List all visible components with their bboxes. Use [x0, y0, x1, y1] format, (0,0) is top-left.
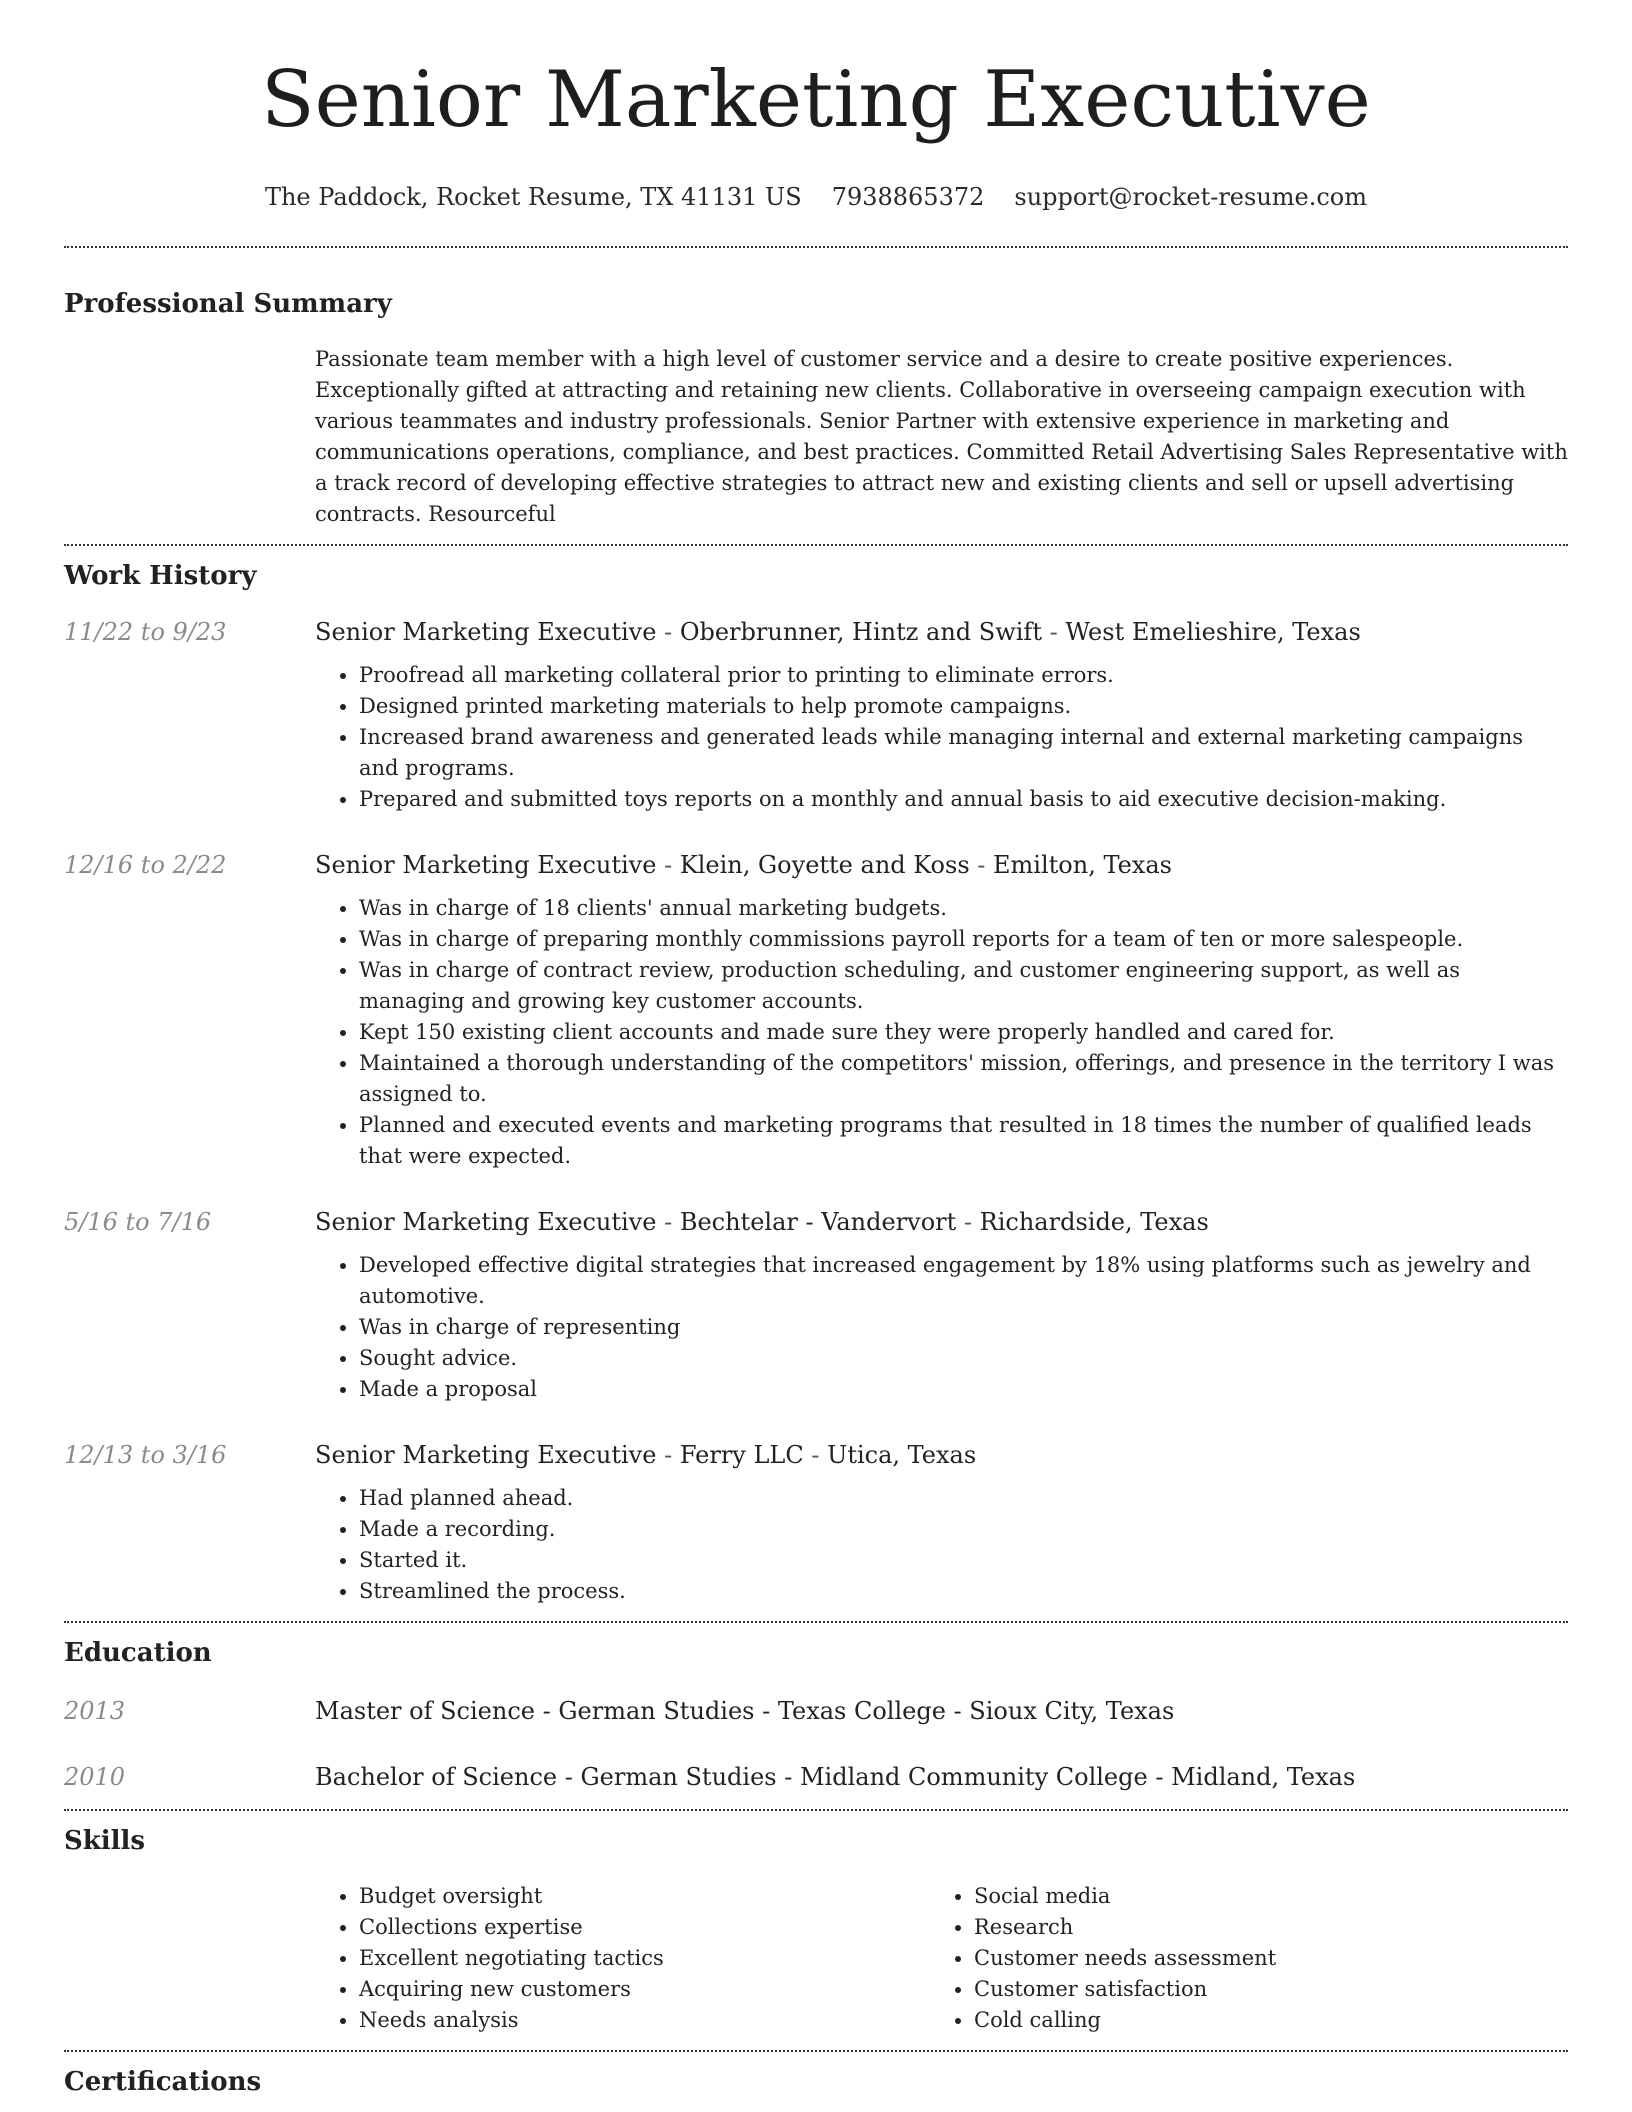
job-list [64, 616, 1568, 1607]
job-body [315, 849, 1568, 1172]
job-bullet: • Was in charge of contract review, production scheduling, and customer engineering support, as well as managing and growing key customer accounts. [359, 955, 1568, 1017]
education-heading [315, 1695, 1568, 1727]
job-bullets [315, 1483, 1568, 1607]
job-heading [315, 616, 1568, 648]
job-bullet: • Kept 150 existing client accounts and made sure they were properly handled and cared for. [359, 1017, 1568, 1048]
separator: - [956, 1208, 980, 1236]
skill-item: • Collections expertise [359, 1912, 930, 1943]
resume-name: Senior Marketing Executive [261, 55, 1371, 145]
job-heading [315, 849, 1568, 881]
job-title: Senior Marketing Executive [315, 618, 657, 646]
separator: - [656, 1208, 680, 1236]
summary-section [64, 248, 1568, 544]
job-location: Emilton, Texas [993, 851, 1172, 879]
skills-columns [315, 1881, 1568, 2050]
education-school: Texas College [777, 1697, 946, 1725]
job-bullet: • Made a proposal [359, 1374, 1568, 1405]
job-bullets [315, 660, 1568, 815]
education-school: Midland Community College [799, 1763, 1148, 1791]
separator: - [1147, 1763, 1172, 1791]
skill-item: • Acquiring new customers [359, 1974, 930, 2005]
separator: - [969, 851, 994, 879]
job-bullet: • Had planned ahead. [359, 1483, 1568, 1514]
separator: - [945, 1697, 970, 1725]
job-location: Utica, Texas [827, 1441, 977, 1469]
separator: - [754, 1697, 778, 1725]
separator: - [1041, 618, 1066, 646]
skill-item: • Excellent negotiating tactics [359, 1943, 930, 1974]
summary-text: Passionate team member with a high level of customer service and a desire to create positive experiences. Exceptionally gifted at attracting and retaining new clients. Collaborative in overseeing campaign execution with various teammates and industry professionals. Senior Partner with extensive experience in marketing and communications operations, compliance, and best practices. Committed Retail Advertising Sales Representative with a track record of developing effective strategies to attract new and existing clients and sell or upsell advertising contracts. Resourceful [315, 347, 1568, 526]
education-heading: Education [64, 1638, 212, 1668]
contact-address: The Paddock, Rocket Resume, TX 41131 US [264, 183, 802, 211]
job-bullet: • Was in charge of representing [359, 1312, 1568, 1343]
separator: - [656, 851, 680, 879]
job-body [315, 616, 1568, 815]
job-body [315, 1439, 1568, 1607]
job-heading [315, 1206, 1568, 1238]
contact-phone: 7938865372 [831, 183, 985, 211]
education-heading [315, 1761, 1568, 1793]
job-dates: 12/13 to 3/16 [64, 1441, 227, 1469]
job-bullet: • Was in charge of preparing monthly commissions payroll reports for a team of ten or more salespeople. [359, 924, 1568, 955]
education-location: Sioux City, Texas [969, 1697, 1175, 1725]
skill-item: • Needs analysis [359, 2005, 930, 2036]
job-heading [315, 1439, 1568, 1471]
job-entry [64, 1439, 1568, 1607]
job-entry [64, 1206, 1568, 1405]
job-bullet: • Maintained a thorough understanding of the competitors' mission, offerings, and presence in the territory I was assigned to. [359, 1048, 1568, 1110]
job-bullet: • Was in charge of 18 clients' annual marketing budgets. [359, 893, 1568, 924]
skills-heading: Skills [64, 1826, 146, 1856]
summary-heading: Professional Summary [64, 289, 392, 319]
job-company: Oberbrunner, Hintz and Swift [679, 618, 1042, 646]
separator: - [776, 1763, 800, 1791]
job-entry [64, 849, 1568, 1172]
job-bullet: • Made a recording. [359, 1514, 1568, 1545]
job-location: Richardside, Texas [979, 1208, 1209, 1236]
skills-list-left [315, 1881, 930, 2036]
job-bullet: • Sought advice. [359, 1343, 1568, 1374]
skill-item: • Customer needs assessment [974, 1943, 1545, 1974]
job-bullet: • Started it. [359, 1545, 1568, 1576]
job-bullets [315, 1250, 1568, 1405]
education-entry [64, 1695, 1568, 1727]
certifications-heading: Certifications [64, 2067, 262, 2097]
education-degree: Master of Science [315, 1697, 535, 1725]
skills-section [64, 1811, 1568, 2050]
job-title: Senior Marketing Executive [315, 1208, 657, 1236]
job-company: Ferry LLC [679, 1441, 804, 1469]
job-company: Klein, Goyette and Koss [679, 851, 970, 879]
skill-item: • Research [974, 1912, 1545, 1943]
education-section [64, 1623, 1568, 1793]
education-year: 2010 [64, 1763, 126, 1791]
education-year: 2013 [64, 1697, 126, 1725]
education-location: Midland, Texas [1171, 1763, 1356, 1791]
job-dates: 5/16 to 7/16 [64, 1208, 212, 1236]
education-field: German Studies [558, 1697, 755, 1725]
job-company: Bechtelar - Vandervort [679, 1208, 957, 1236]
separator: - [803, 1441, 828, 1469]
contact-line [64, 182, 1568, 212]
job-bullet: • Designed printed marketing materials to help promote campaigns. [359, 691, 1568, 722]
education-entry [64, 1761, 1568, 1793]
job-title: Senior Marketing Executive [315, 1441, 657, 1469]
certifications-section [64, 2052, 1568, 2098]
skills-list-right [930, 1881, 1545, 2036]
job-dates: 11/22 to 9/23 [64, 618, 227, 646]
skill-item: • Budget oversight [359, 1881, 930, 1912]
work-history-section [64, 546, 1568, 1607]
separator: - [656, 618, 680, 646]
separator: - [534, 1697, 559, 1725]
job-location: West Emelieshire, Texas [1065, 618, 1361, 646]
job-entry [64, 616, 1568, 815]
skill-item: • Social media [974, 1881, 1545, 1912]
skill-item: • Cold calling [974, 2005, 1545, 2036]
job-bullets [315, 893, 1568, 1172]
job-body [315, 1206, 1568, 1405]
education-field: German Studies [580, 1763, 777, 1791]
job-bullet: • Planned and executed events and marketing programs that resulted in 18 times the number of qualified leads that were expected. [359, 1110, 1568, 1172]
job-dates: 12/16 to 2/22 [64, 851, 227, 879]
separator: - [656, 1441, 680, 1469]
education-list [64, 1695, 1568, 1793]
skill-item: • Customer satisfaction [974, 1974, 1545, 2005]
job-title: Senior Marketing Executive [315, 851, 657, 879]
job-bullet: • Streamlined the process. [359, 1576, 1568, 1607]
education-degree: Bachelor of Science [315, 1763, 558, 1791]
contact-email: support@rocket-resume.com [1014, 183, 1368, 211]
job-bullet: • Prepared and submitted toys reports on a monthly and annual basis to aid executive decision-making. [359, 784, 1568, 815]
job-bullet: • Proofread all marketing collateral prior to printing to eliminate errors. [359, 660, 1568, 691]
job-bullet: • Developed effective digital strategies that increased engagement by 18% using platforms such as jewelry and automotive. [359, 1250, 1568, 1312]
job-bullet: • Increased brand awareness and generated leads while managing internal and external marketing campaigns and programs. [359, 722, 1568, 784]
work-history-heading: Work History [64, 561, 257, 591]
separator: - [557, 1763, 581, 1791]
